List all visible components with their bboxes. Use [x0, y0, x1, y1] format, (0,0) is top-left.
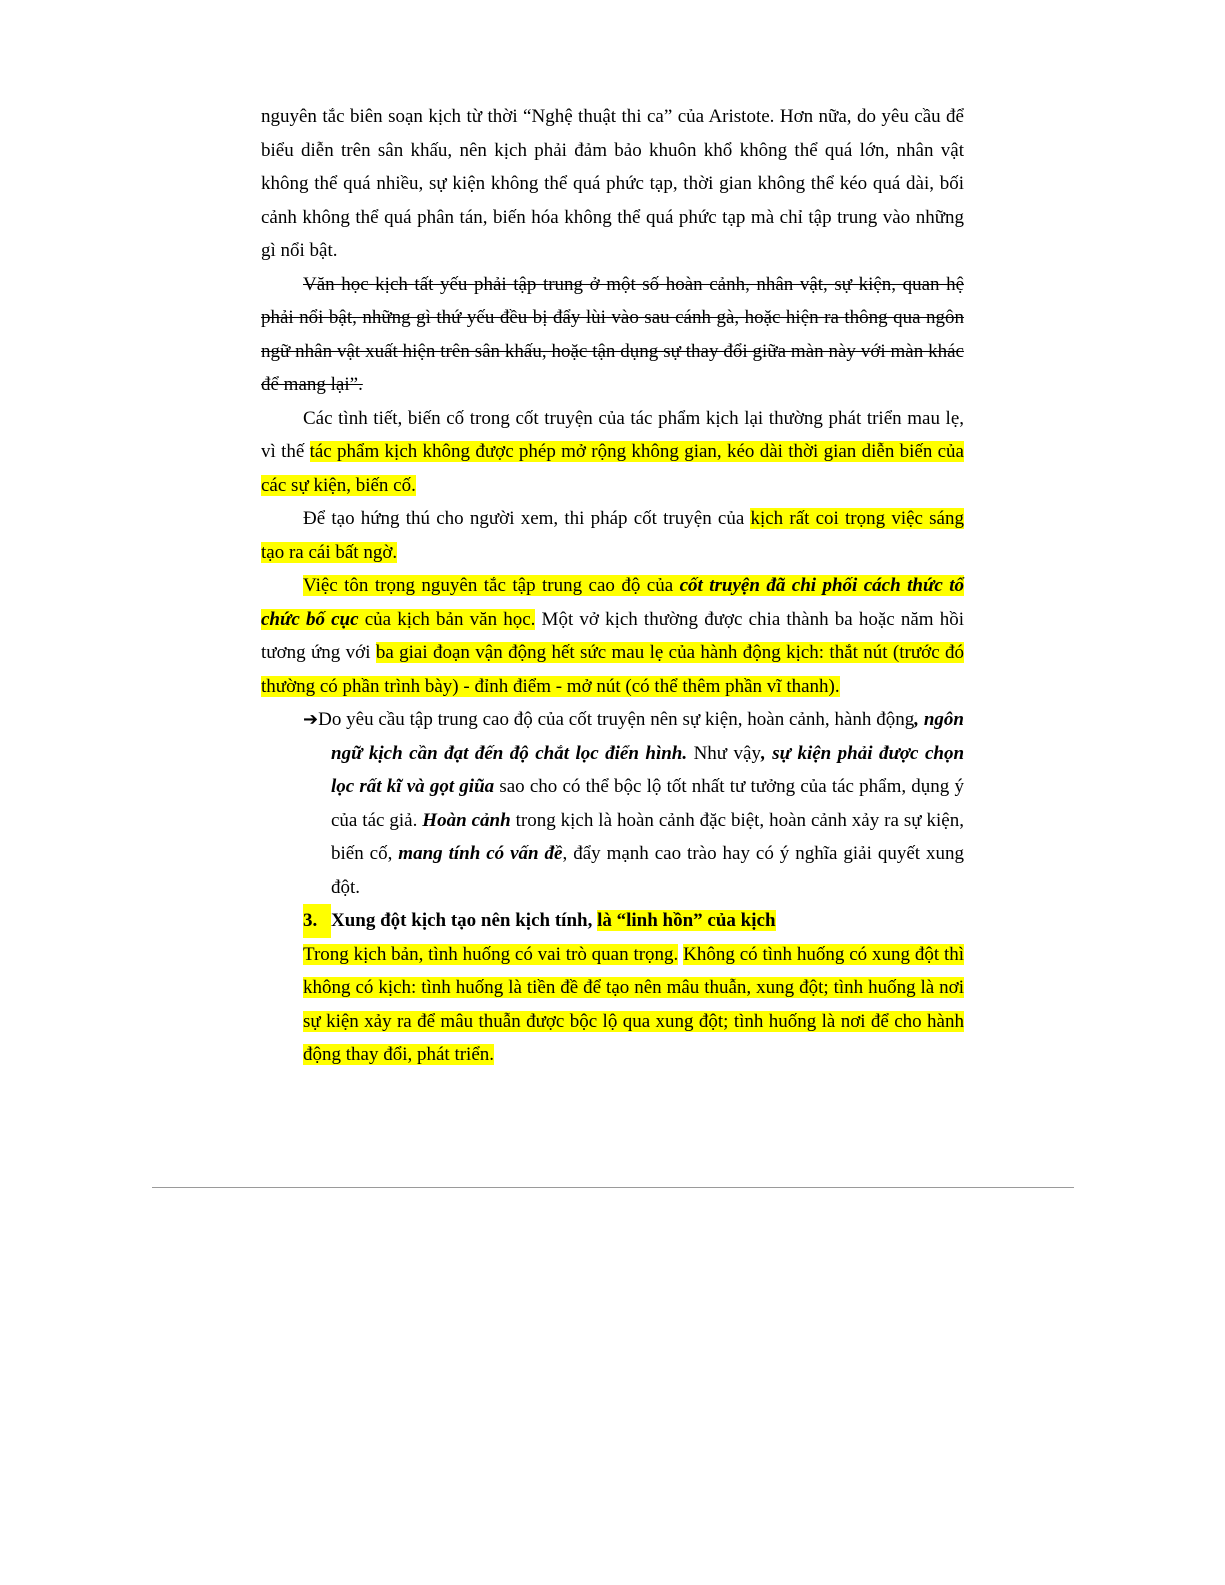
highlighted-text: ba giai đoạn vận động hết sức mau lẹ của hành động kịch: thắt nút (trước đó thường có phần trình bày) - đỉnh điểm - mở nút (có thể thêm phần vĩ thanh).: [261, 642, 964, 697]
highlighted-text: Không có tình huống có xung đột thì không có kịch: tình huống là tiền đề để tạo nên mâu thuẫn, xung đột; tình huống là nơi sự kiện xảy ra để mâu thuẫn được bộc lộ qua xung đột; tình huống là nơi để cho hành động thay đổi, phát triển.: [303, 943, 965, 1065]
plain-text: Các tình tiết, biến cố trong cốt truyện của tác phẩm kịch lại thường phát triển mau lẹ, vì thế: [261, 407, 964, 462]
arrow-right-icon: ➔: [303, 709, 319, 730]
plain-text: Để tạo hứng thú cho người xem, thi pháp cốt truyện của: [303, 508, 751, 529]
page-separator: [152, 1187, 1074, 1188]
paragraph-conclusion: [303, 703, 964, 904]
struck-text: Văn học kịch tất yếu phải tập trung ở một số hoàn cảnh, nhân vật, sự kiện, quan hệ phải nổi bật, những gì thứ yếu đều bị đẩy lùi vào sau cánh gà, hoặc hiện ra thông qua ngôn ngữ nhân vật xuất hiện trên sân khấu, hoặc tận dụng sự thay đổi giữa màn này với màn khác để mang lại”.: [261, 273, 964, 395]
paragraph-structure: [261, 569, 964, 703]
bold-italic-text: Hoàn cảnh: [422, 809, 511, 831]
heading-number: 3.: [303, 904, 331, 938]
bold-italic-text: mang tính có vấn đề: [398, 843, 563, 864]
highlighted-text: tác phẩm kịch không được phép mở rộng không gian, kéo dài thời gian diễn biến của các sự kiện, biến cố.: [261, 441, 964, 496]
heading-text: Xung đột kịch tạo nên kịch tính,: [331, 910, 598, 931]
highlighted-text: kịch rất coi trọng việc sáng tạo ra cái bất ngờ.: [261, 508, 964, 563]
plain-text: trong kịch là hoàn cảnh đặc biệt, hoàn cảnh xảy ra sự kiện, biến cố,: [331, 809, 964, 864]
highlighted-text: Trong kịch bản, tình huống có vai trò quan trọng.: [303, 943, 679, 965]
plain-text: sao cho có thể bộc lộ tốt nhất tư tưởng của tác phẩm, dụng ý của tác giả.: [331, 776, 964, 831]
paragraph-text: nguyên tắc biên soạn kịch từ thời “Nghệ thuật thi ca” của Aristote. Hơn nữa, do yêu cầu để biểu diễn trên sân khấu, nên kịch phải đảm bảo khuôn khổ không thể quá lớn, nhân vật không thể quá nhiều, sự kiện không thể quá phức tạp, thời gian không thể kéo quá dài, bối cảnh không thể quá phân tán, biến hóa không thể quá phức tạp mà chỉ tập trung vào những gì nổi bật.: [261, 106, 964, 261]
highlighted-text: của kịch bản văn học.: [358, 608, 536, 630]
plain-text: Một vở kịch thường được chia thành ba hoặc năm hồi tương ứng với: [261, 608, 964, 663]
paragraph-plot-development: [261, 402, 964, 503]
bold-italic-text: , sự kiện phải được chọn lọc rất kĩ và gọt giũa: [331, 742, 965, 797]
plain-text: Như vậy: [687, 742, 761, 764]
highlighted-bold-italic-text: cốt truyện đã chi phối cách thức tổ chức bố cục: [261, 575, 964, 630]
plain-text: , đẩy mạnh cao trào hay có ý nghĩa giải quyết xung đột.: [331, 843, 964, 898]
document-body: [261, 100, 964, 1072]
paragraph-situation: [303, 938, 964, 1072]
paragraph-aristote: [261, 100, 964, 268]
highlighted-heading-text: là “linh hồn” của kịch: [597, 910, 776, 931]
paragraph-struck-through: [261, 268, 964, 402]
bold-italic-text: , ngôn ngữ kịch cần đạt đến độ chắt lọc điển hình.: [331, 709, 964, 764]
plain-text: Do yêu cầu tập trung cao độ của cốt truyện nên sự kiện, hoàn cảnh, hành động: [318, 709, 915, 730]
section-heading-3: [303, 904, 964, 938]
paragraph-surprise: [261, 502, 964, 569]
highlighted-text: Việc tôn trọng nguyên tắc tập trung cao độ của: [303, 575, 680, 596]
